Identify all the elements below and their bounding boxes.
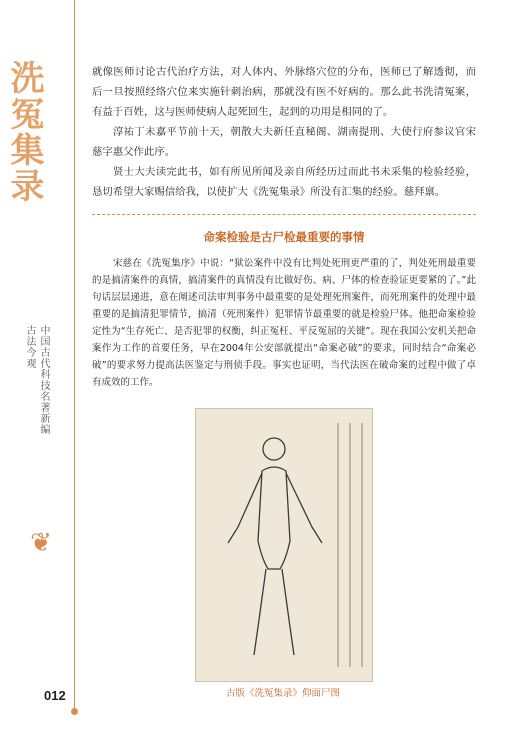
main-content (92, 62, 476, 391)
sidebar (0, 0, 84, 750)
series-name-line2: 中国古代科技名著新编 (38, 325, 49, 435)
paragraph: 淳祐丁未嘉平节前十天，朝散大夫新任直秘阁、湖南提刑、大使行府参议官宋慈字惠父作此序。 (92, 126, 476, 158)
rule-end-dot (71, 708, 78, 715)
section-body (92, 255, 476, 391)
decorative-ornament-icon: ❦ (30, 528, 52, 558)
series-name-line1: 古法今观 (24, 325, 35, 369)
dashed-divider (92, 214, 476, 215)
vertical-rule (74, 0, 75, 712)
paragraph: 就像医师讨论古代治疗方法，对人体内、外脉络穴位的分布，医师已了解透彻，而后一旦按照经络穴位来实施针刺治病，那就没有医不好病的。那么此书洗清冤案，有益于百姓，这与医师使病人起死回生，起到的功用是相同的了。 (92, 66, 476, 118)
page-number: 012 (44, 688, 66, 703)
paragraph: 贤士大夫读完此书，如有所见所闻及亲自所经历过而此书未采集的检验经验，恳切希望大家赐信给我，以使扩大《洗冤集录》所没有汇集的经验。慈拜禀。 (92, 166, 476, 198)
paragraph: 宋慈在《洗冤集序》中说：“狱讼案件中没有比判处死刑更严重的了，判处死刑最重要的是搞清案件的真情，搞清案件的真情没有比做好伤、病、尸体的检查验证更要紧的了。”此句话层层递进，意在阐述司法审判事务中最重要的是处理死刑案件，而死刑案件的处理中最重要的是搞清犯罪情节，搞清（死刑案件）犯罪情节最重要的就是检验尸体。他把命案检验定性为“生存死亡、是否犯罪的权衡，纠正冤枉、平反冤屈的关键”。现在我国公安机关把命案作为工作的首要任务，早在2004年公安部就提出“命案必破”的要求，同时结合“命案必破”的要求努力提高法医鉴定与刑侦手段。事实也证明，当代法医在破命案的过程中做了卓有成效的工作。 (92, 258, 476, 388)
woodblock-figure-image (195, 408, 373, 682)
section-title: 命案检验是古尸检最重要的事情 (203, 230, 365, 244)
book-title: 洗冤集录 (4, 60, 44, 204)
figure-caption: 古版《洗冤集录》仰面尸图 (225, 688, 340, 699)
